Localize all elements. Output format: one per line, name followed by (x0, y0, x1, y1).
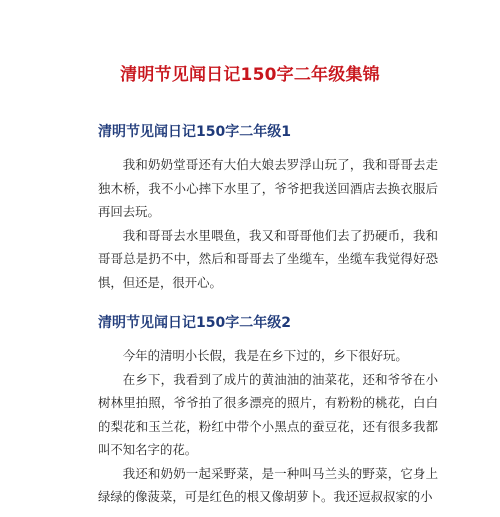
document-title: 清明节见闻日记150字二年级集锦 (120, 65, 380, 85)
section-1-paragraph-1: 我和奶奶堂哥还有大伯大娘去罗浮山玩了，我和哥哥去走独木桥，我不小心摔下水里了，爷爷把我送回酒店去换衣服后再回去玩。 (98, 157, 438, 219)
section-2-paragraph-2: 在乡下，我看到了成片的黄油油的油菜花，还和爷爷在小树林里拍照，爷爷拍了很多漂亮的照片，有粉粉的桃花，白白的梨花和玉兰花，粉红中带个小黑点的蚕豆花，还有很多我都叫不知名字的花。 (98, 371, 438, 457)
section-1 (98, 122, 438, 294)
section-1-paragraph-2: 我和哥哥去水里喂鱼，我又和哥哥他们去了扔硬币，我和哥哥总是扔不中，然后和哥哥去了坐缆车，坐缆车我觉得好恐惧，但还是，很开心。 (98, 227, 438, 290)
section-1-heading: 清明节见闻日记150字二年级1 (98, 124, 291, 140)
section-2-heading: 清明节见闻日记150字二年级2 (98, 315, 291, 331)
section-2-paragraph-1: 今年的清明小长假，我是在乡下过的，乡下很好玩。 (122, 348, 408, 363)
section-2-paragraph-3: 我还和奶奶一起采野菜，是一种叫马兰头的野菜，它身上绿绿的像菠菜，可是红色的根又像胡萝卜。我还逗叔叔家的小 (98, 465, 438, 504)
section-2 (98, 313, 438, 509)
